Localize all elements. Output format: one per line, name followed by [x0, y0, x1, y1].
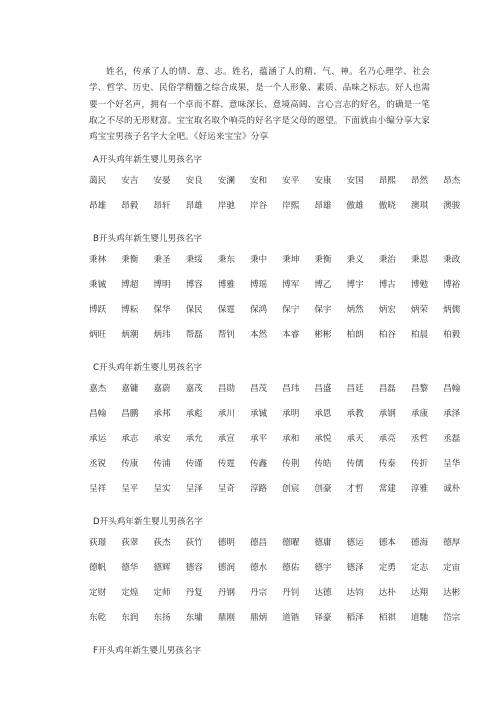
- name-item: 常建: [378, 484, 396, 495]
- name-row: [89, 279, 461, 304]
- name-item: 安晏: [153, 176, 171, 187]
- section-heading: B开头鸡年新生婴儿男孩名字: [93, 234, 203, 245]
- name-item: 嘉蔚: [153, 384, 171, 395]
- name-item: 博雅: [217, 280, 235, 291]
- name-item: 德水: [249, 563, 268, 574]
- name-item: 传儒: [346, 459, 364, 470]
- name-row: [89, 537, 461, 562]
- name-item: 保鸿: [249, 305, 268, 316]
- name-item: 秉绥: [185, 255, 203, 266]
- name-item: 创宸: [282, 484, 300, 495]
- name-item: 承天: [346, 434, 364, 445]
- name-item: 帮磊: [185, 330, 203, 341]
- name-item: 秉政: [443, 255, 461, 266]
- name-item: 传皓: [314, 459, 332, 470]
- name-item: 传鑫: [249, 459, 268, 470]
- name-item: 昂雄: [89, 201, 107, 212]
- name-item: 淳路: [249, 484, 268, 495]
- name-item: 秉中: [249, 255, 268, 266]
- name-item: 丹钢: [217, 588, 235, 599]
- name-item: 呈实: [153, 484, 171, 495]
- name-item: 稻泽: [346, 613, 364, 624]
- name-item: 昂然: [410, 176, 429, 187]
- name-item: 创豪: [314, 484, 332, 495]
- name-item: 昌翰: [443, 384, 461, 395]
- name-item: 安康: [314, 176, 332, 187]
- name-item: 铎豪: [314, 613, 332, 624]
- name-item: 东墉: [185, 613, 203, 624]
- name-item: 达翔: [410, 588, 429, 599]
- name-item: 德本: [378, 538, 396, 549]
- name-item: 炳潮: [121, 330, 139, 341]
- name-item: 蔼民: [89, 176, 107, 187]
- name-item: 澳琪: [410, 201, 429, 212]
- name-item: 博明: [153, 280, 171, 291]
- name-item: 昂杰: [443, 176, 461, 187]
- name-item: 柏谷: [378, 330, 396, 341]
- name-item: 昂轩: [153, 201, 171, 212]
- name-item: 嘉茂: [185, 384, 203, 395]
- name-item: 承亮: [378, 434, 396, 445]
- name-row: [89, 383, 461, 408]
- name-item: 昂毅: [121, 201, 139, 212]
- name-item: 达钧: [346, 588, 364, 599]
- name-item: 博乙: [314, 280, 332, 291]
- name-item: 承泽: [443, 409, 461, 420]
- name-item: 达德: [314, 588, 332, 599]
- name-item: 呈平: [121, 484, 139, 495]
- name-item: 定志: [410, 563, 429, 574]
- name-item: 丹复: [185, 588, 203, 599]
- name-item: 德昌: [249, 538, 268, 549]
- name-item: 承教: [346, 409, 364, 420]
- name-item: 承安: [153, 434, 171, 445]
- name-item: 定勇: [378, 563, 396, 574]
- name-item: 传折: [410, 459, 429, 470]
- name-item: 昌廷: [346, 384, 364, 395]
- name-item: 柏朗: [346, 330, 364, 341]
- name-item: 彬彬: [314, 330, 332, 341]
- name-item: 安和: [249, 176, 268, 187]
- name-sections: [89, 153, 461, 658]
- name-item: 德帆: [89, 563, 107, 574]
- name-item: 昌茂: [249, 384, 268, 395]
- name-item: 昌玮: [282, 384, 300, 395]
- name-item: 安国: [346, 176, 364, 187]
- name-item: 德曜: [282, 538, 300, 549]
- name-item: 承平: [249, 434, 268, 445]
- name-item: 德厚: [443, 538, 461, 549]
- name-item: 德辉: [153, 563, 171, 574]
- name-item: 昂雄: [314, 201, 332, 212]
- name-item: 炳然: [346, 305, 364, 316]
- name-item: 荻璟: [89, 538, 107, 549]
- name-item: 秉恩: [410, 255, 429, 266]
- name-row: [89, 587, 461, 612]
- name-item: 道锴: [282, 613, 300, 624]
- name-row: [89, 433, 461, 458]
- name-item: 荻翠: [121, 538, 139, 549]
- name-item: 传康: [121, 459, 139, 470]
- name-item: 德华: [121, 563, 139, 574]
- name-item: 保华: [153, 305, 171, 316]
- name-item: 安澜: [217, 176, 235, 187]
- name-item: 定师: [153, 588, 171, 599]
- name-item: 传霆: [217, 459, 235, 470]
- name-item: 定煌: [121, 588, 139, 599]
- name-item: 昂熙: [378, 176, 396, 187]
- name-item: 德海: [410, 538, 429, 549]
- name-item: 德泽: [346, 563, 364, 574]
- name-item: 秉坤: [282, 255, 300, 266]
- name-item: 承宣: [217, 434, 235, 445]
- name-item: 博军: [282, 280, 300, 291]
- name-item: 秉东: [217, 255, 235, 266]
- name-item: 嘉杰: [89, 384, 107, 395]
- name-item: 秉林: [89, 255, 107, 266]
- name-item: 东乾: [89, 613, 107, 624]
- name-item: 昌翰: [89, 409, 107, 420]
- name-item: 保民: [185, 305, 203, 316]
- name-item: 承志: [121, 434, 139, 445]
- name-item: 本然: [249, 330, 268, 341]
- name-item: 传荆: [282, 459, 300, 470]
- name-row: [89, 200, 461, 225]
- name-item: 呈华: [443, 459, 461, 470]
- name-item: 炳旺: [89, 330, 107, 341]
- name-item: 岸谷: [249, 201, 268, 212]
- name-item: 博勉: [410, 280, 429, 291]
- name-item: 道馳: [410, 613, 429, 624]
- name-item: 承钢: [378, 409, 396, 420]
- name-item: 博古: [378, 280, 396, 291]
- name-item: 保宇: [314, 305, 332, 316]
- name-item: 岸驰: [217, 201, 235, 212]
- name-item: 诚朴: [443, 484, 461, 495]
- name-item: 帮钊: [217, 330, 235, 341]
- name-row: [89, 254, 461, 279]
- name-item: 秉治: [378, 255, 396, 266]
- name-item: 秉圣: [153, 255, 171, 266]
- name-item: 荻杰: [153, 538, 171, 549]
- name-item: 定财: [89, 588, 107, 599]
- name-item: 秉铖: [89, 280, 107, 291]
- name-item: 博宇: [346, 280, 364, 291]
- name-item: 炳荣: [410, 305, 429, 316]
- section-heading: D开头鸡年新生婴儿男孩名字: [93, 517, 203, 528]
- name-row: [89, 329, 461, 354]
- name-item: 德润: [217, 563, 235, 574]
- name-item: 才哲: [346, 484, 364, 495]
- name-item: 昌黎: [410, 384, 429, 395]
- name-item: 呈奇: [217, 484, 235, 495]
- name-item: 丞磊: [443, 434, 461, 445]
- name-item: 承运: [89, 434, 107, 445]
- name-item: 达彬: [443, 588, 461, 599]
- name-row: [89, 408, 461, 433]
- name-item: 丞锐: [89, 459, 107, 470]
- name-item: 承悦: [314, 434, 332, 445]
- name-item: 岸熙: [282, 201, 300, 212]
- name-item: 德佑: [282, 563, 300, 574]
- name-item: 岱宗: [443, 613, 461, 624]
- name-row: [89, 612, 461, 637]
- name-item: 鼎炳: [249, 613, 268, 624]
- section-heading: C开头鸡年新生婴儿男孩名字: [93, 363, 203, 374]
- name-item: 丹钊: [282, 588, 300, 599]
- name-item: 承彪: [185, 409, 203, 420]
- name-item: 承邦: [153, 409, 171, 420]
- name-row: [89, 562, 461, 587]
- name-item: 传谨: [185, 459, 203, 470]
- name-item: 鼎刚: [217, 613, 235, 624]
- name-item: 昌盛: [314, 384, 332, 395]
- name-item: 荻竹: [185, 538, 203, 549]
- name-item: 炳宏: [378, 305, 396, 316]
- name-item: 安平: [282, 176, 300, 187]
- name-item: 淳雅: [410, 484, 429, 495]
- name-item: 博裕: [443, 280, 461, 291]
- name-item: 德宇: [314, 563, 332, 574]
- name-item: 安吉: [121, 176, 139, 187]
- name-item: 博容: [185, 280, 203, 291]
- name-item: 承康: [410, 409, 429, 420]
- name-item: 丞哲: [410, 434, 429, 445]
- name-item: 德庸: [314, 538, 332, 549]
- name-item: 博耘: [121, 305, 139, 316]
- name-item: 昌磊: [378, 384, 396, 395]
- name-item: 昂雄: [185, 201, 203, 212]
- name-item: 东润: [121, 613, 139, 624]
- name-item: 本睿: [282, 330, 300, 341]
- name-item: 丹宗: [249, 588, 268, 599]
- name-item: 承铖: [249, 409, 268, 420]
- name-row: [89, 483, 461, 508]
- name-item: 柏毅: [443, 330, 461, 341]
- name-item: 柏晨: [410, 330, 429, 341]
- section-heading: F开头鸡年新生婴儿男孩名字: [93, 646, 202, 657]
- intro-paragraph: 姓名，传承了人的情、意、志。姓名，蕴涵了人的精、气、神。名乃心理学、社会学、哲学、历史、民俗学精髓之综合成果，是一个人形象、素质、品味之标志。好人也需要一个好名声，拥有一个卓而不群、意味深长、意境高阔、言心言志的好名，的确是一笔取之不尽的无形财富。宝宝取名取个响亮的好名字是父母的愿望。下面就由小编分享大家鸡宝宝男孩子名字大全吧。《好运来宝宝》分享: [89, 67, 431, 143]
- name-item: 傲雄: [346, 201, 364, 212]
- section-heading: A开头鸡年新生婴儿男孩名字: [93, 155, 203, 166]
- name-item: 德明: [217, 538, 235, 549]
- name-item: 承和: [282, 434, 300, 445]
- name-item: 传浦: [153, 459, 171, 470]
- name-item: 承川: [217, 409, 235, 420]
- name-item: 昌鹏: [121, 409, 139, 420]
- name-item: 傲晓: [378, 201, 396, 212]
- name-item: 澳骏: [443, 201, 461, 212]
- name-item: 秉义: [346, 255, 364, 266]
- name-row: [89, 175, 461, 200]
- name-row: [89, 458, 461, 483]
- name-item: 保宁: [282, 305, 300, 316]
- name-item: 秉衡: [314, 255, 332, 266]
- name-item: 昌勋: [217, 384, 235, 395]
- name-item: 传泰: [378, 459, 396, 470]
- name-item: 承恩: [314, 409, 332, 420]
- name-item: 保霆: [217, 305, 235, 316]
- name-item: 炳玮: [153, 330, 171, 341]
- name-item: 炳儒: [443, 305, 461, 316]
- name-item: 博超: [121, 280, 139, 291]
- name-item: 德运: [346, 538, 364, 549]
- name-item: 德容: [185, 563, 203, 574]
- name-row: [89, 304, 461, 329]
- name-item: 博跃: [89, 305, 107, 316]
- name-item: 承允: [185, 434, 203, 445]
- name-item: 定宙: [443, 563, 461, 574]
- name-item: 呈泽: [185, 484, 203, 495]
- name-item: 安良: [185, 176, 203, 187]
- name-item: 秉衡: [121, 255, 139, 266]
- name-item: 承明: [282, 409, 300, 420]
- name-item: 呈祥: [89, 484, 107, 495]
- name-item: 栢祺: [378, 613, 396, 624]
- name-item: 博瑶: [249, 280, 268, 291]
- name-item: 东扬: [153, 613, 171, 624]
- name-item: 嘉镛: [121, 384, 139, 395]
- name-item: 达朴: [378, 588, 396, 599]
